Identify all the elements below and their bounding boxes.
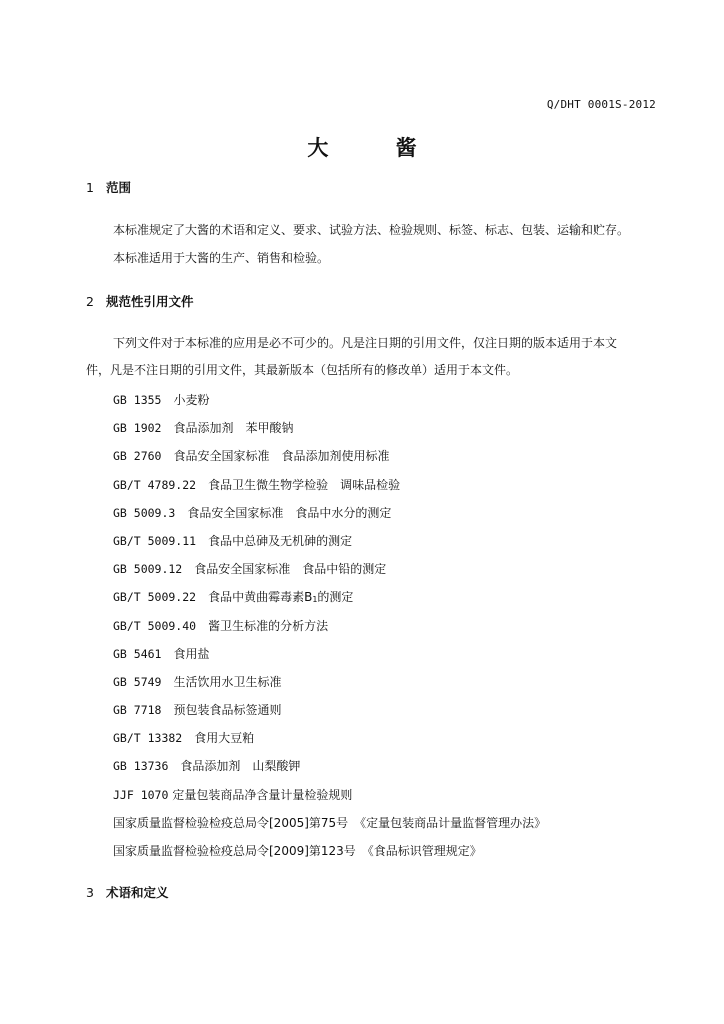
reference-title: 食品添加剂 山梨酸钾 [180, 759, 301, 774]
reference-item [113, 809, 546, 837]
reference-title: 食品安全国家标准 食品中铅的测定 [194, 562, 387, 577]
reference-code: GB 13736 [113, 759, 169, 774]
reference-title: 食品中总砷及无机砷的测定 [208, 533, 353, 548]
reference-title: 预包装食品标签通则 [173, 703, 282, 718]
reference-title: 食品卫生微生物学检验 调味品检验 [208, 477, 401, 492]
reference-code: GB 1355 [113, 393, 162, 407]
reference-subscript: 1 [312, 595, 318, 605]
reference-code: GB 5749 [113, 674, 162, 689]
reference-title: 定量包装商品净含量计量检验规则 [172, 787, 353, 802]
reference-code: GB 5009.12 [113, 562, 183, 577]
reference-code: GB 5009.3 [113, 505, 176, 520]
section-title: 范围 [106, 180, 132, 195]
reference-item [113, 471, 546, 499]
reference-item [113, 781, 546, 809]
reference-code: GB/T 4789.22 [113, 477, 197, 492]
scope-paragraph-2: 本标准适用于大酱的生产、销售和检验。 [113, 251, 330, 265]
reference-code: GB/T 5009.11 [113, 533, 197, 548]
reference-item [113, 386, 546, 414]
reference-item [113, 640, 546, 668]
reference-item [113, 696, 546, 724]
reference-title: 小麦粉 [173, 393, 210, 407]
reference-code: GB/T 5009.22 [113, 590, 197, 605]
reference-title: 生活饮用水卫生标准 [173, 674, 282, 689]
section-number: 3 [86, 885, 94, 900]
reference-item [113, 527, 546, 555]
reference-item [113, 612, 546, 640]
references-intro-line-1: 下列文件对于本标准的应用是必不可少的。凡是注日期的引用文件，仅注日期的版本适用于本文 [113, 336, 618, 350]
section-title: 术语和定义 [106, 885, 169, 900]
reference-title: 国家质量监督检验检疫总局令[2005]第75号 《定量包装商品计量监督管理办法》 [113, 815, 547, 830]
reference-code: GB 2760 [113, 449, 162, 464]
reference-code: GB/T 5009.40 [113, 618, 197, 633]
normative-references-list [113, 386, 546, 865]
section-1-heading [86, 178, 131, 196]
section-2-heading [86, 292, 194, 310]
reference-code: GB 5461 [113, 646, 162, 661]
document-title: 大 酱 [307, 136, 447, 160]
reference-item [113, 668, 546, 696]
reference-item [113, 414, 546, 442]
reference-item [113, 837, 546, 865]
reference-item [113, 442, 546, 470]
reference-code: JJF 1070 [113, 787, 169, 802]
reference-item [113, 555, 546, 583]
reference-title-tail: 的测定 [317, 590, 354, 605]
reference-item [113, 499, 546, 527]
reference-title: 食用大豆粕 [194, 731, 255, 746]
reference-item [113, 583, 546, 611]
reference-title: 食品安全国家标准 食品添加剂使用标准 [173, 449, 390, 464]
reference-code: GB/T 13382 [113, 731, 183, 746]
reference-title: 酱卫生标准的分析方法 [208, 618, 329, 633]
section-number: 1 [86, 180, 94, 195]
section-3-heading [86, 883, 169, 901]
reference-code: GB 7718 [113, 703, 162, 718]
reference-title: 食品安全国家标准 食品中水分的测定 [187, 505, 392, 520]
reference-title: 国家质量监督检验检疫总局令[2009]第123号 《食品标识管理规定》 [113, 844, 482, 858]
reference-item [113, 724, 546, 752]
scope-paragraph-1: 本标准规定了大酱的术语和定义、要求、试验方法、检验规则、标签、标志、包装、运输和贮存。 [113, 223, 630, 237]
reference-title: 食用盐 [173, 646, 210, 661]
section-number: 2 [86, 294, 94, 309]
standard-number: Q/DHT 0001S-2012 [546, 98, 656, 111]
references-intro-line-2: 件，凡是不注日期的引用文件，其最新版本（包括所有的修改单）适用于本文件。 [86, 363, 519, 377]
reference-item [113, 752, 546, 780]
reference-code: GB 1902 [113, 421, 162, 436]
reference-title: 食品中黄曲霉毒素B [208, 590, 313, 605]
reference-title: 食品添加剂 苯甲酸钠 [173, 421, 294, 436]
section-title: 规范性引用文件 [106, 294, 194, 309]
